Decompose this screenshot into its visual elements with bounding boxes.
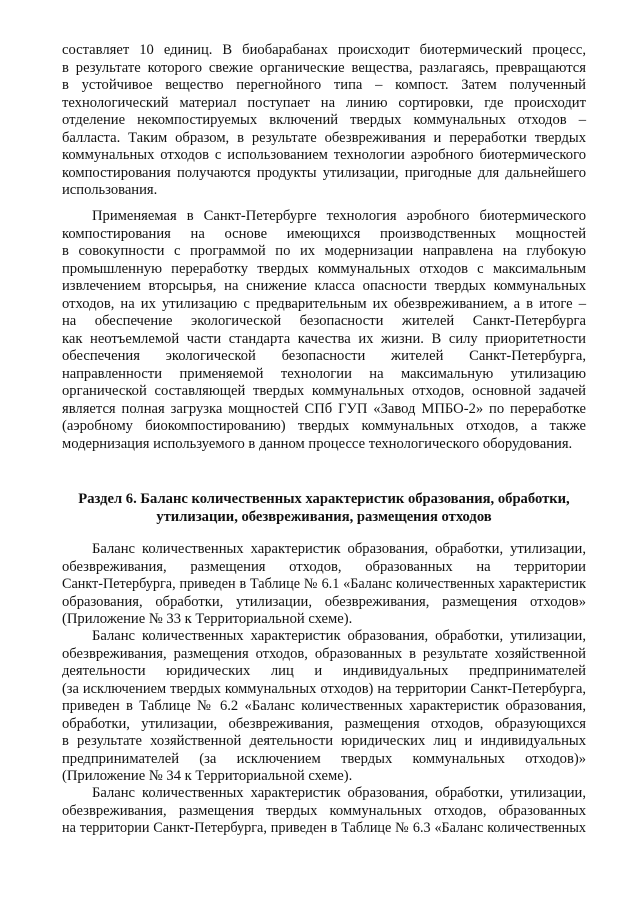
text-line: компостирования получаются продукты утилизации, пригодные для дальнейшего xyxy=(62,164,586,181)
text-line: приведен в Таблице № 6.2 «Баланс количественных характеристик образования, xyxy=(62,698,586,714)
text-line: (за исключением твердых коммунальных отходов) на территории Санкт-Петербурга, xyxy=(62,680,586,697)
text-line: Санкт-Петербурга, приведен в Таблице № 6.1 «Баланс количественных характеристик xyxy=(62,576,586,592)
text-line: обеспечения экологической безопасности жителей Санкт-Петербурга, xyxy=(62,348,586,364)
paragraph-table-6-2 xyxy=(62,628,586,786)
paragraph-table-6-1 xyxy=(62,541,586,629)
text-line: на обеспечение экологической безопасности жителей Санкт-Петербурга xyxy=(62,313,586,329)
text-line: обезвреживания, размещения твердых коммунальных отходов, образованных xyxy=(62,802,586,819)
text-line: Баланс количественных характеристик образования, обработки, утилизации, xyxy=(92,785,586,801)
paragraph-table-6-3 xyxy=(62,785,586,838)
text-line: органической составляющей твердых коммунальных отходов, основной задачей xyxy=(62,383,586,399)
text-line: образования, обработки, утилизации, обезвреживания, размещения отходов» xyxy=(62,593,586,610)
text-line: Баланс количественных характеристик образования, обработки, утилизации, xyxy=(92,541,586,557)
text-line: в устойчивое вещество перегнойного типа – компост. Затем полученный xyxy=(62,77,586,93)
text-line: обезвреживания, размещения отходов, образованных в результате хозяйственной xyxy=(62,645,586,662)
text-line: Баланс количественных характеристик образования, обработки, утилизации, xyxy=(92,628,586,644)
text-line: в результате хозяйственной деятельности юридических лиц и индивидуальных xyxy=(62,733,586,749)
paragraph-spb-technology xyxy=(62,208,586,453)
text-line: обработки, утилизации, обезвреживания, размещения отходов, образующихся xyxy=(62,715,586,732)
text-line: извлечением вторсырья, на снижение класса опасности твердых коммунальных xyxy=(62,278,586,294)
heading-line: утилизации, обезвреживания, размещения отходов xyxy=(156,509,492,525)
text-line: отделение некомпостируемых включений твердых коммунальных отходов – xyxy=(62,112,586,128)
text-line: является полная загрузка мощностей СПб ГУП «Завод МПБО-2» по переработке xyxy=(62,400,586,417)
text-line: в результате которого свежие органические вещества, разлагаясь, превращаются xyxy=(62,59,586,76)
text-line: деятельности юридических лиц и индивидуальных предпринимателей xyxy=(62,663,586,679)
section-heading xyxy=(62,490,586,526)
heading-line: Раздел 6. Баланс количественных характеристик образования, обработки, xyxy=(78,491,570,507)
text-line: Применяемая в Санкт-Петербурге технология аэробного биотермического xyxy=(92,208,586,224)
text-line: (Приложение № 34 к Территориальной схеме). xyxy=(62,768,353,784)
text-line: как неотъемлемой части стандарта качества их жизни. В силу приоритетности xyxy=(62,330,586,347)
text-line: обезвреживания, размещения отходов, образованных на территории xyxy=(62,558,586,575)
text-line: (аэробному биокомпостированию) твердых коммунальных отходов, а также xyxy=(62,418,586,434)
text-line: промышленную переработку твердых коммунальных отходов с максимальным xyxy=(62,260,586,277)
text-line: балласта. Таким образом, в результате обезвреживания и переработки твердых xyxy=(62,129,586,146)
text-line: использования. xyxy=(62,182,158,198)
text-line: отходов, на их утилизацию с предварительным их обезвреживанием, а в итоге – xyxy=(62,295,586,312)
paragraph-composting-process xyxy=(62,42,586,200)
text-line: компостирования на основе имеющихся производственных мощностей xyxy=(62,225,586,242)
text-line: коммунальных отходов с использованием технологии аэробного биотермического xyxy=(62,147,586,163)
text-line: (Приложение № 33 к Территориальной схеме). xyxy=(62,611,353,627)
text-line: направленности применяемой технологии на максимальную утилизацию xyxy=(62,365,586,382)
text-line: модернизация используемого в данном процессе технологического оборудования. xyxy=(62,435,573,452)
text-line: предпринимателей (за исключением твердых коммунальных отходов)» xyxy=(62,750,586,767)
text-line: на территории Санкт-Петербурга, приведен в Таблице № 6.3 «Баланс количественных xyxy=(62,820,586,836)
text-line: в совокупности с программой по их модернизации направлена на глубокую xyxy=(62,243,586,259)
text-line: технологический материал поступает на линию сортировки, где происходит xyxy=(62,94,586,111)
text-line: составляет 10 единиц. В биобарабанах происходит биотермический процесс, xyxy=(62,42,586,58)
